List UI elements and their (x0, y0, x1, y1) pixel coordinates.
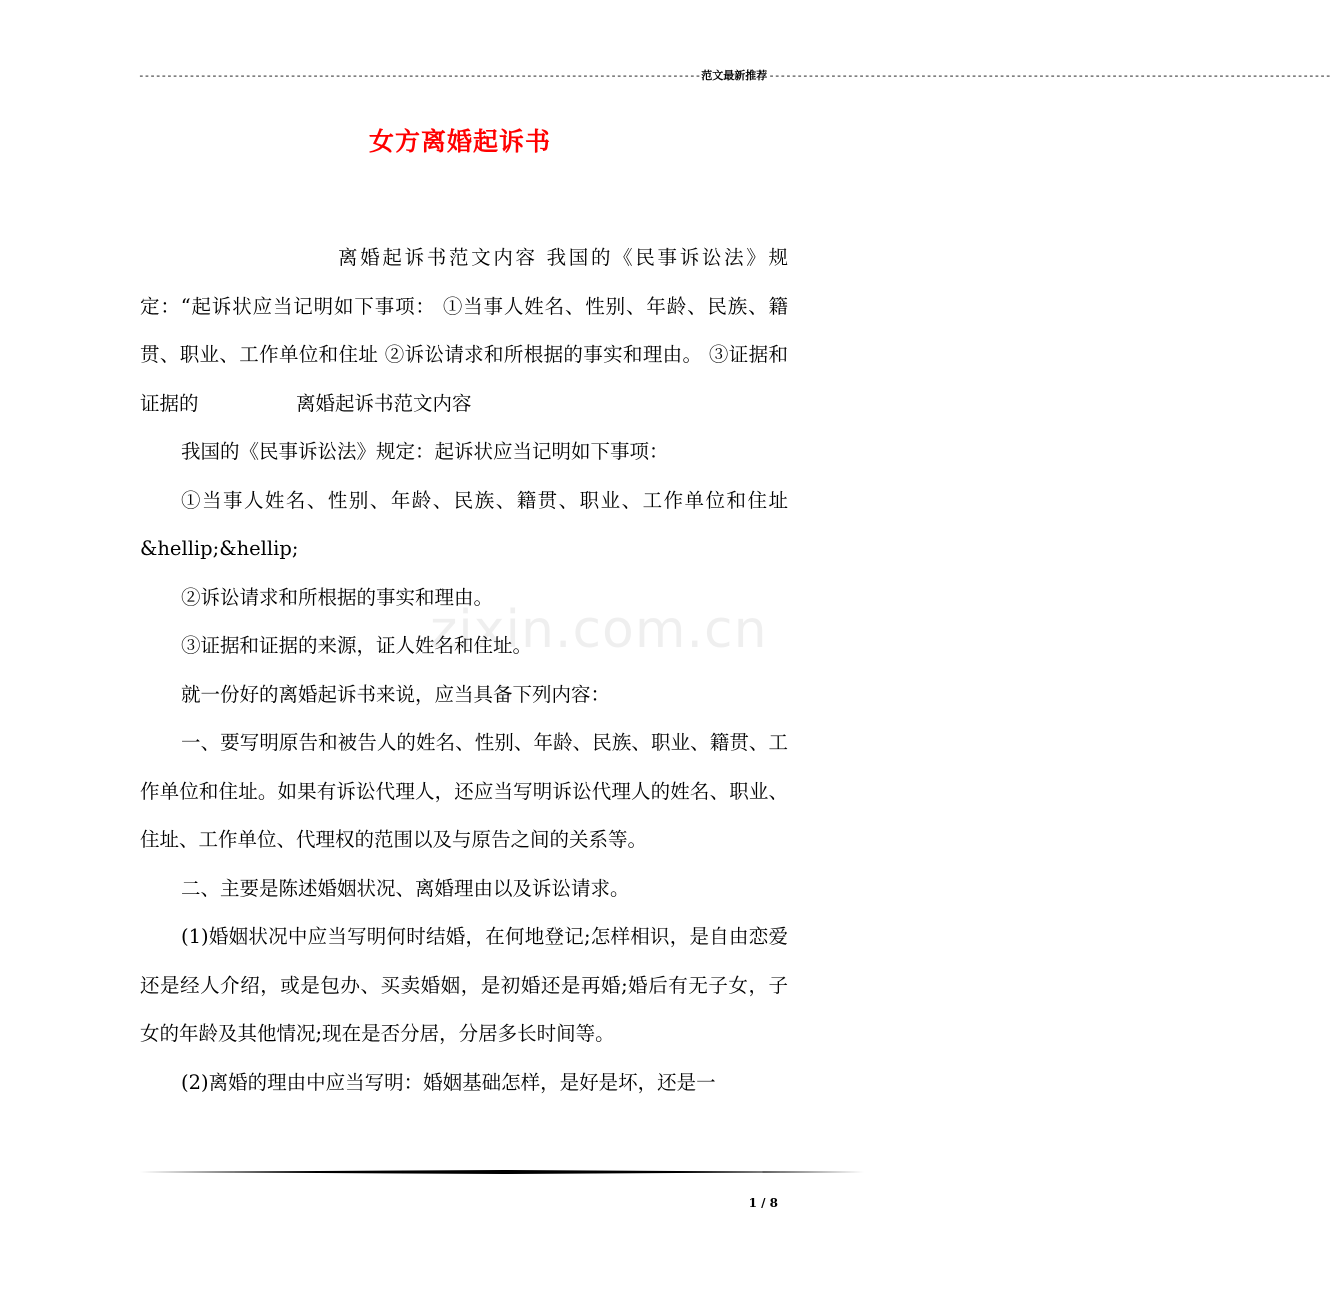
paragraph: 离婚起诉书范文内容 我国的《民事诉讼法》规定：“起诉状应当记明如下事项： ①当事人姓名、性别、年龄、民族、籍贯、职业、工作单位和住址 ②诉讼请求和所根据的事实和理由。 ③证据和证据的 离婚起诉书范文内容 (140, 246, 788, 415)
paragraph: ①当事人姓名、性别、年龄、民族、籍贯、职业、工作单位和住址&hellip;&hellip; (140, 488, 788, 560)
paragraph: 二、主要是陈述婚姻状况、离婚理由以及诉讼请求。 (181, 876, 630, 900)
paragraph: 我国的《民事诉讼法》规定：起诉状应当记明如下事项： (181, 440, 669, 463)
page-number: 1 / 8 (748, 1196, 778, 1210)
header-text: 范文最新推荐 (701, 69, 768, 82)
footer-divider (140, 1170, 864, 1174)
document-body (140, 234, 788, 1107)
header-dashes-left: ---------------------------------------------------------------------------------------------------- (138, 69, 701, 82)
header-dashes-right: ---------------------------------------------------------------------------------------------------- (768, 69, 1331, 82)
paragraph: ②诉讼请求和所根据的事实和理由。 (181, 585, 494, 609)
watermark: zixin.com.cn (430, 600, 768, 660)
page-header (138, 68, 1331, 84)
document-title: 女方离婚起诉书 (368, 127, 551, 156)
paragraph: 一、要写明原告和被告人的姓名、性别、年龄、民族、职业、籍贯、工作单位和住址。如果有诉讼代理人，还应当写明诉讼代理人的姓名、职业、住址、工作单位、代理权的范围以及与原告之间的关系等。 (140, 731, 788, 851)
paragraph: (1)婚姻状况中应当写明何时结婚，在何地登记;怎样相识，是自由恋爱还是经人介绍，或是包办、买卖婚姻，是初婚还是再婚;婚后有无子女，子女的年龄及其他情况;现在是否分居，分居多长时间等。 (140, 925, 788, 1045)
paragraph: ③证据和证据的来源，证人姓名和住址。 (181, 634, 533, 657)
paragraph: 就一份好的离婚起诉书来说，应当具备下列内容： (181, 682, 611, 706)
paragraph: (2)离婚的理由中应当写明：婚姻基础怎样，是好是坏，还是一 (181, 1070, 716, 1094)
